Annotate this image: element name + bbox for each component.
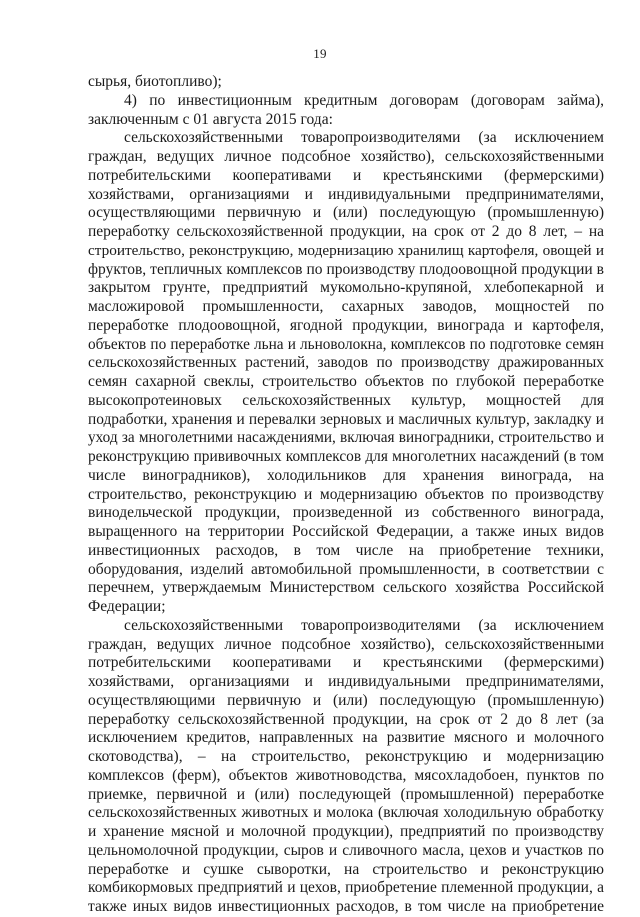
text-line: масложировой промышленности, сахарных заводов, мощностей по: [88, 298, 604, 315]
text-line: потребительскими кооперативами и крестьянскими (фермерскими): [88, 654, 604, 672]
text-line: семян сахарной свеклы, строительство объектов по глубокой переработке: [88, 373, 604, 390]
text-line: сельскохозяйственными товаропроизводителями (за исключением: [124, 129, 604, 147]
text-line: строительство, реконструкцию и модернизацию объектов по производству: [88, 485, 604, 503]
text-line: сырья, биотопливо);: [88, 73, 222, 90]
page-number: 19: [313, 46, 327, 61]
text-line: Федерации;: [88, 598, 166, 615]
text-line: закрытом грунте, предприятий мукомольно-крупяной, хлебопекарной и: [88, 279, 604, 297]
text-line: переработку сельскохозяйственной продукции, на срок от 2 до 8 лет (за: [88, 710, 604, 728]
text-line: комплексов (ферм), объектов животноводства, мясохладобоен, пунктов по: [88, 766, 604, 784]
text-line: приемке, первичной и (или) последующей (промышленной) переработке: [88, 785, 604, 803]
text-line: выращенного на территории Российской Федерации, а также иных видов: [88, 523, 604, 540]
text-line: перечнем, утверждаемым Министерством сельского хозяйства Российской: [88, 579, 604, 597]
text-line: высокопротеиновых сельскохозяйственных культур, мощностей для: [88, 391, 604, 409]
text-line: потребительскими кооперативами и крестьянскими (фермерскими): [88, 166, 604, 184]
text-line: скотоводства), – на строительство, реконструкцию и модернизацию: [88, 748, 604, 765]
text-line: цельномолочной продукции, сыров и сливочного масла, цехов и участков по: [88, 841, 604, 859]
text-line: заключенным с 01 августа 2015 года:: [88, 110, 333, 128]
text-line: оборудования, изделий автомобильной промышленности, в соответствии с: [88, 560, 604, 578]
text-line: комбикормовых предприятий и цехов, приобретение племенной продукции, а: [88, 879, 604, 897]
text-line: уход за многолетними насаждениями, включая виноградники, строительство и: [88, 429, 604, 447]
text-line: и хранение мясной и молочной продукции), предприятий по производству: [88, 823, 604, 840]
text-line: хозяйствами, организациями и индивидуальными предпринимателями,: [88, 185, 604, 203]
text-line: сельскохозяйственных растений, заводов по производству дражированных: [88, 354, 604, 372]
text-line: подработки, хранения и перевалки зерновых и масличных культур, закладку и: [88, 410, 604, 428]
text-line: переработке и сушке сыворотки, на строительство и реконструкцию: [88, 860, 604, 878]
text-line: сельскохозяйственных животных и молока (включая холодильную обработку: [88, 804, 604, 822]
text-line: граждан, ведущих личное подсобное хозяйство), сельскохозяйственными: [88, 148, 604, 165]
text-line: осуществляющими первичную и (или) последующую (промышленную): [88, 204, 604, 222]
text-line: исключением кредитов, направленных на развитие мясного и молочного: [88, 729, 604, 747]
text-line: переработке плодоовощной, ягодной продукции, винограда и картофеля,: [88, 316, 604, 334]
text-line: переработку сельскохозяйственной продукции, на срок от 2 до 8 лет, – на: [88, 223, 604, 240]
text-line: строительство, реконструкцию, модернизацию хранилищ картофеля, овощей и: [88, 241, 604, 259]
text-line: реконструкцию прививочных комплексов для многолетних насаждений (в том: [88, 448, 604, 465]
text-line: 4) по инвестиционным кредитным договорам (договорам займа),: [124, 91, 604, 109]
text-line: фруктов, тепличных комплексов по производству плодоовощной продукции в: [88, 260, 604, 278]
text-line: винодельческой продукции, произведенной из собственного винограда,: [88, 504, 604, 522]
text-line: осуществляющими первичную и (или) последующую (промышленную): [88, 691, 604, 709]
text-line: инвестиционных расходов, в том числе на приобретение техники,: [88, 541, 604, 559]
text-line: числе виноградников), холодильников для хранения винограда, на: [88, 466, 604, 484]
body-text: [88, 73, 604, 917]
text-line: граждан, ведущих личное подсобное хозяйство), сельскохозяйственными: [88, 635, 604, 653]
text-line: объектов по переработке льна и льноволокна, комплексов по подготовке семян: [88, 335, 604, 353]
text-line: также иных видов инвестиционных расходов, в том числе на приобретение: [88, 898, 604, 915]
text-line: сельскохозяйственными товаропроизводителями (за исключением: [124, 616, 604, 634]
text-line: хозяйствами, организациями и индивидуальными предпринимателями,: [88, 673, 604, 690]
